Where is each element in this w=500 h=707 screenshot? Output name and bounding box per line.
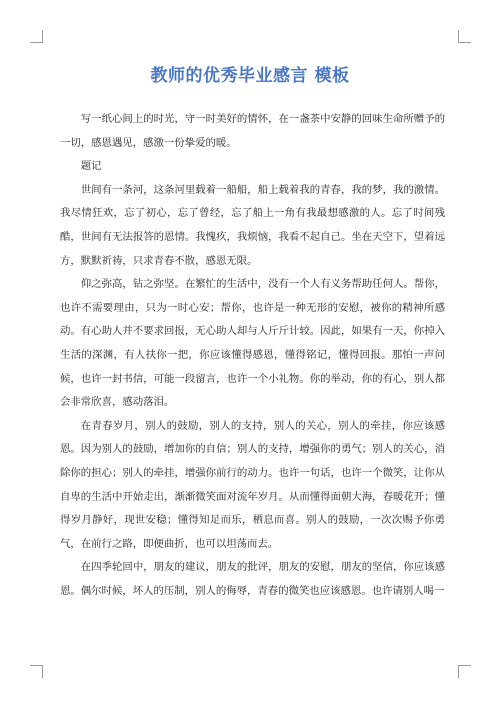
crop-mark-top-left [30, 30, 43, 43]
paragraph-gratitude: 仰之弥高，钻之弥坚。在繁忙的生活中，没有一个人有义务帮助任何人。帮你，也许不需要理由，只为一时心安；帮你，也许是一种无形的安慰，被你的精神所感动。有心助人并不要求回报，无心助人却与人斤斤计较。因此，如果有一天，你掉入生活的深渊，有人扶你一把，你应该懂得感恩，懂得铭记，懂得回报。那怕一声问候，也许一封书信，可能一段留言，也许一个小礼物。你的举动，你的有心，别人都会非常欣喜，感动落泪。 [60, 278, 445, 409]
paragraph-seasons: 在四季轮回中，朋友的建议，朋友的批评，朋友的安慰，朋友的坚信，你应该感恩。偶尔时候，坏人的压制，别人的侮辱，青春的微笑也应该感恩。也许请别人喝一 [60, 561, 445, 597]
paragraph-epigraph-label: 题记 [80, 160, 102, 173]
paragraph-youth: 在青春岁月，别人的鼓励，别人的支持，别人的关心，别人的牵挂，你应该感恩。因为别人的鼓励，增加你的自信；别人的支持，增强你的勇气；别人的关心，消除你的担心；别人的牵挂，增强你前行的动力。也许一句话，也许一个微笑，让你从自卑的生活中开始走出，渐渐微笑面对流年岁月。从而懂得面朝大海，春暖花开；懂得岁月静好，现世安稳；懂得知足而乐，栖息而喜。别人的鼓励，一次次赐予你勇气，在前行之路，即便曲折，也可以坦荡而去。 [60, 419, 445, 550]
crop-mark-bottom-right [458, 665, 471, 678]
crop-mark-top-right [458, 30, 471, 43]
paragraph-intro: 写一纸心间上的时光，守一时美好的情怀，在一盏茶中安静的回味生命所赠予的一切，感恩遇见，感激一份挚爱的暖。 [60, 113, 445, 149]
document-title: 教师的优秀毕业感言 模板 [150, 66, 350, 86]
paragraph-river: 世间有一条河，这条河里载着一船船，船上载着我的青春，我的梦，我的激情。我尽情狂欢，忘了初心，忘了曾经，忘了船上一角有我最想感激的人。忘了时间残酷，世间有无法报答的恩情。我愧疚，我烦恼，我看不起自己。坐在天空下，望着远方，默默祈祷，只求青春不散，感恩无限。 [60, 183, 445, 267]
crop-mark-bottom-left [30, 665, 43, 678]
document-body [60, 108, 445, 603]
